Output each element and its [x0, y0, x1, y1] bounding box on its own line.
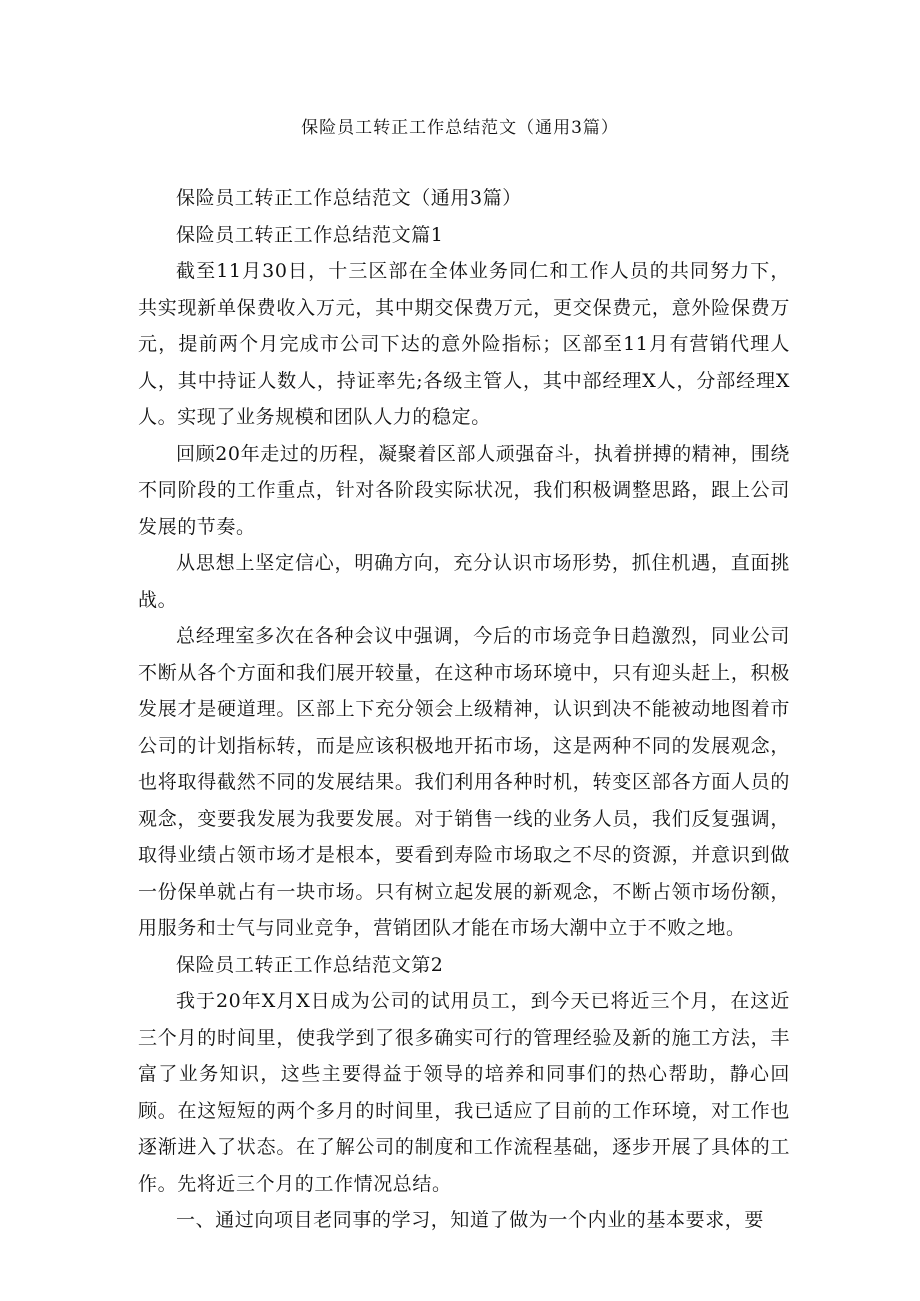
section-heading-1: 保险员工转正工作总结范文篇1 — [176, 223, 444, 246]
body-paragraph: 我于20年X月X日成为公司的试用员工，到今天已将近三个月，在这近三个月的时间里，使我学到了很多确实可行的管理经验及新的施工方法，丰富了业务知识，这些主要得益于领导的培养和同事们的热心帮助，静心回顾。在这短短的两个多月的时间里，我已适应了目前的工作环境，对工作也逐渐进入了状态。在了解公司的制度和工作流程基础，逐步开展了具体的工作。先将近三个月的工作情况总结。 — [138, 990, 790, 1195]
document-body — [138, 180, 790, 1239]
body-paragraph: 总经理室多次在各种会议中强调，今后的市场竞争日趋激烈，同业公司不断从各个方面和我们展开较量，在这种市场环境中，只有迎头赶上，积极发展才是硬道理。区部上下充分领会上级精神，认识到决不能被动地图着市公司的计划指标转，而是应该积极地开拓市场，这是两种不同的发展观念，也将取得截然不同的发展结果。我们利用各种时机，转变区部各方面人员的观念，变要我发展为我要发展。对于销售一线的业务人员，我们反复强调，取得业绩占领市场才是根本，要看到寿险市场取之不尽的资源，并意识到做一份保单就占有一块市场。只有树立起发展的新观念，不断占领市场份额，用服务和士气与同业竞争，营销团队才能在市场大潮中立于不败之地。 — [138, 625, 790, 939]
document-title: 保险员工转正工作总结范文（通用3篇） — [301, 118, 619, 138]
body-paragraph: 一、通过向项目老同事的学习，知道了做为一个内业的基本要求，要 — [176, 1209, 765, 1231]
body-paragraph: 回顾20年走过的历程，凝聚着区部人顽强奋斗，执着拼搏的精神，围绕不同阶段的工作重点，针对各阶段实际状况，我们积极调整思路，跟上公司发展的节奏。 — [138, 442, 790, 538]
body-paragraph: 截至11月30日，十三区部在全体业务同仁和工作人员的共同努力下，共实现新单保费收入万元，其中期交保费万元，更交保费元，意外险保费万元，提前两个月完成市公司下达的意外险指标；区部至11月有营销代理人人，其中持证人数人，持证率先;各级主管人，其中部经理X人，分部经理X人。实现了业务规模和团队人力的稳定。 — [138, 260, 790, 428]
body-paragraph: 从思想上坚定信心，明确方向，充分认识市场形势，抓住机遇，直面挑战。 — [138, 552, 790, 611]
subtitle-paragraph: 保险员工转正工作总结范文（通用3篇） — [176, 187, 522, 209]
section-heading-2: 保险员工转正工作总结范文第2 — [176, 953, 444, 976]
